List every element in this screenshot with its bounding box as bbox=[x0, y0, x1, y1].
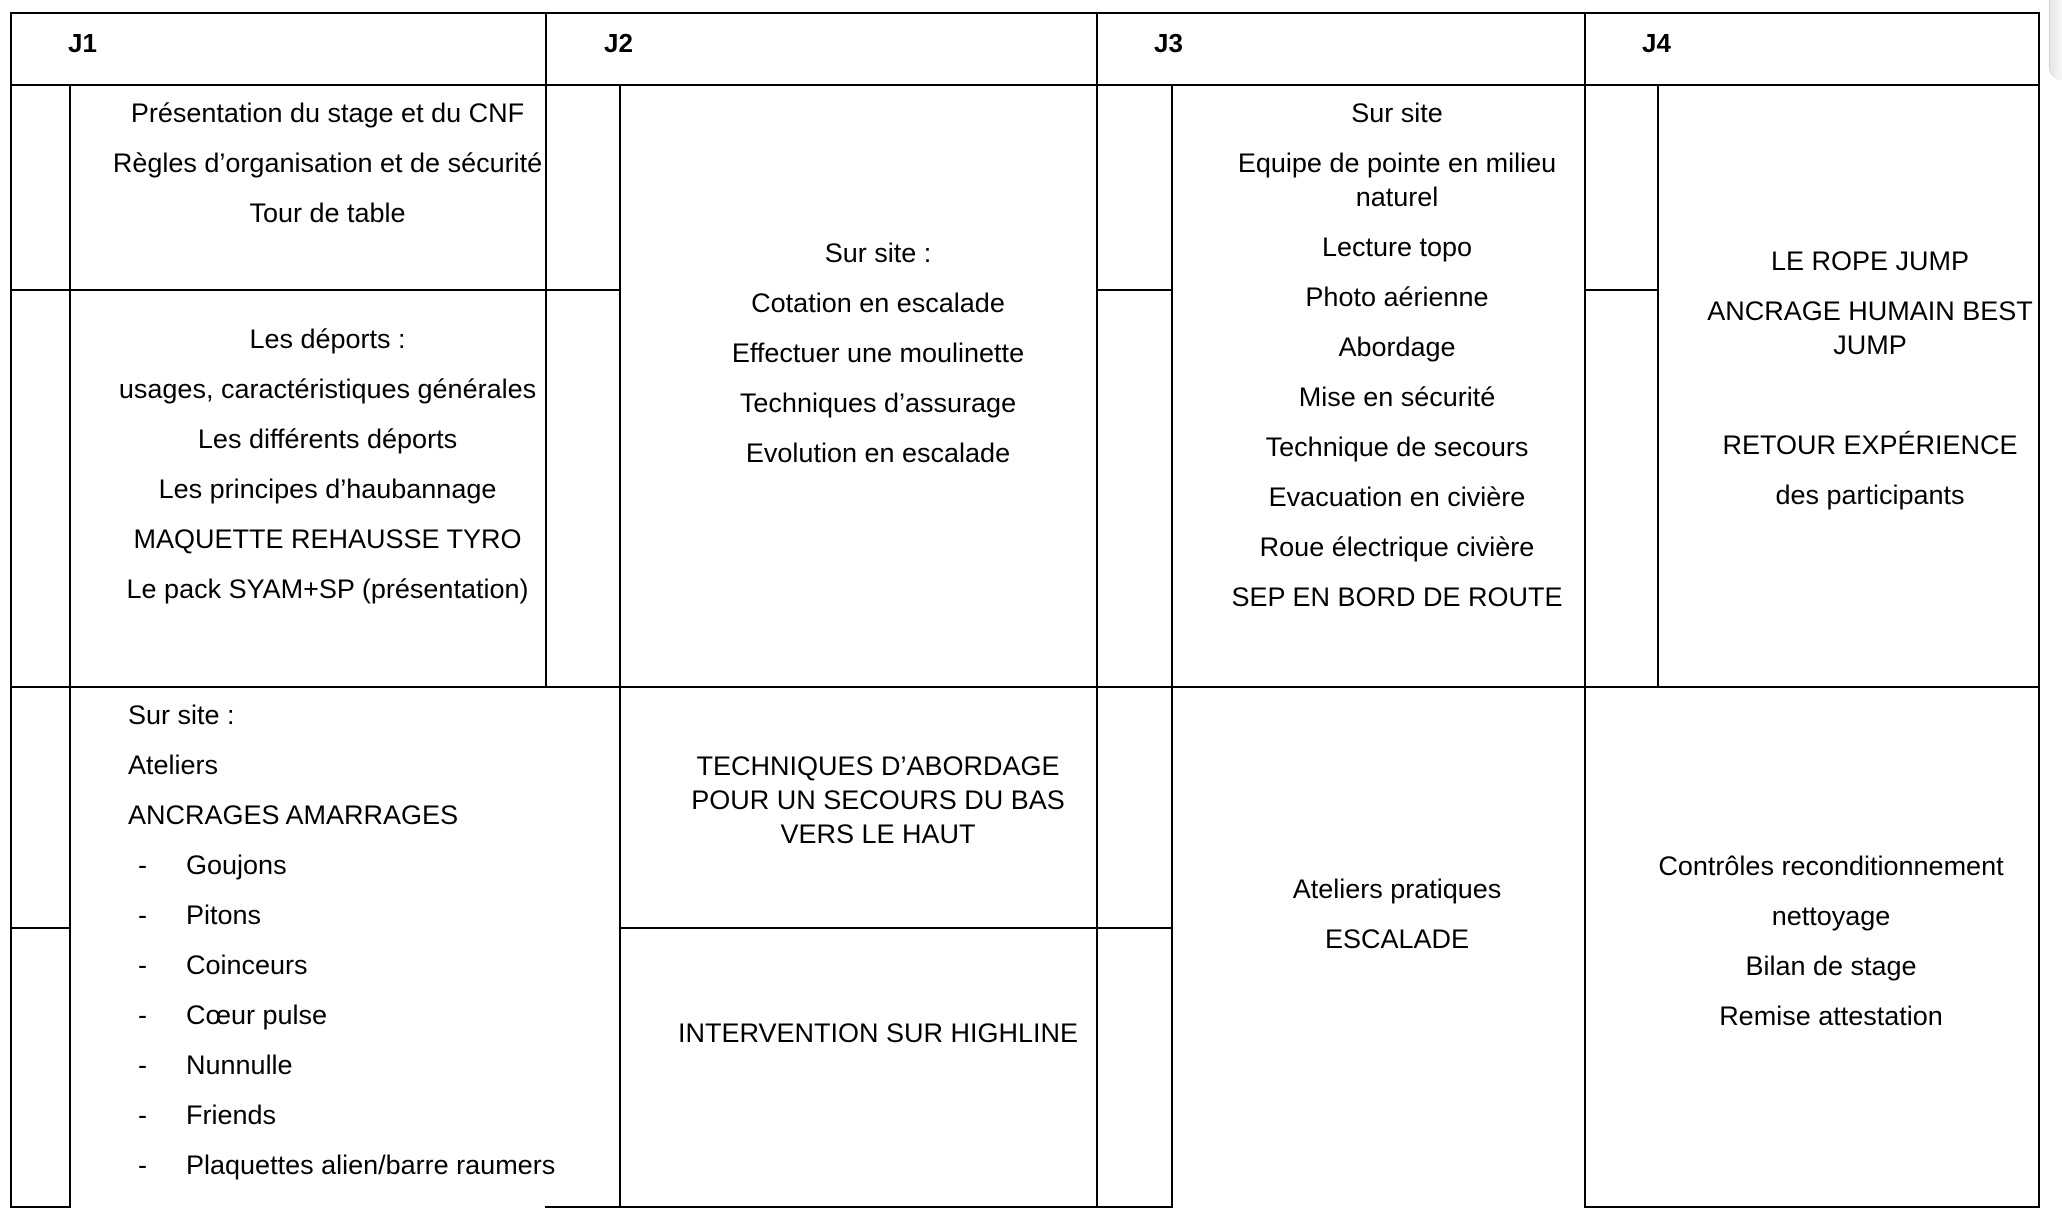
list-item: Remise attestation bbox=[1719, 1001, 1943, 1031]
header-j1: J1 bbox=[68, 28, 97, 58]
col-divider-j1-j2 bbox=[545, 12, 547, 687]
table-border-bottom-j4 bbox=[1584, 1206, 2040, 1208]
list-item: Equipe de pointe en milieu naturel bbox=[1237, 148, 1557, 212]
list-item: ANCRAGES AMARRAGES bbox=[128, 800, 459, 830]
list-item: Le pack SYAM+SP (présentation) bbox=[126, 574, 529, 604]
table-border-bottom-j2-j3 bbox=[545, 1206, 1173, 1208]
bullet-label: Goujons bbox=[186, 850, 287, 880]
header-divider bbox=[10, 84, 2040, 86]
list-item: Sur site bbox=[1351, 98, 1443, 128]
bullet-item bbox=[128, 1048, 608, 1082]
list-item: Lecture topo bbox=[1321, 232, 1473, 262]
list-item: usages, caractéristiques générales bbox=[118, 374, 537, 404]
j1-sub-divider bbox=[10, 289, 620, 291]
bullet-label: Nunnulle bbox=[186, 1050, 293, 1080]
list-item: des participants bbox=[1775, 480, 1965, 510]
j3-block2 bbox=[1216, 872, 1578, 972]
list-item: nettoyage bbox=[1771, 901, 1891, 931]
list-item: ANCRAGE HUMAIN BEST JUMP bbox=[1707, 296, 2033, 360]
bullet-dash: - bbox=[138, 1100, 147, 1130]
list-item: Effectuer une moulinette bbox=[731, 338, 1025, 368]
j2-margin-line bbox=[619, 84, 621, 1208]
row-divider bbox=[10, 686, 2040, 688]
bullet-item bbox=[128, 998, 608, 1032]
header-j4: J4 bbox=[1642, 28, 1671, 58]
j2-block1 bbox=[660, 236, 1096, 486]
list-item: Photo aérienne bbox=[1305, 282, 1489, 312]
bullet-item bbox=[128, 948, 608, 982]
bullet-dash: - bbox=[138, 1000, 147, 1030]
bullet-item bbox=[128, 1148, 608, 1182]
table-border-right bbox=[2038, 12, 2040, 1208]
bullet-label: Cœur pulse bbox=[186, 1000, 328, 1030]
j4-sub-divider bbox=[1584, 289, 1658, 291]
bullet-dash: - bbox=[138, 850, 147, 880]
col-divider-j3-j4 bbox=[1584, 12, 1586, 1208]
bullet-dash: - bbox=[138, 900, 147, 930]
list-item: Technique de secours bbox=[1265, 432, 1529, 462]
list-item: Présentation du stage et du CNF bbox=[130, 98, 525, 128]
j4-margin-line bbox=[1657, 84, 1659, 687]
j1-block3 bbox=[128, 698, 608, 1198]
header-j2: J2 bbox=[604, 28, 633, 58]
bullet-item bbox=[128, 898, 608, 932]
list-item: Ateliers pratiques bbox=[1292, 874, 1502, 904]
list-item: Règles d’organisation et de sécurité bbox=[112, 148, 543, 178]
table-border-top bbox=[10, 12, 2040, 14]
list-item: Evolution en escalade bbox=[745, 438, 1011, 468]
bullet-label: Pitons bbox=[186, 900, 262, 930]
bullet-label: Friends bbox=[186, 1100, 277, 1130]
j3-sub-divider bbox=[1096, 289, 1172, 291]
list-item: Ateliers bbox=[128, 750, 219, 780]
list-item: INTERVENTION SUR HIGHLINE bbox=[677, 1018, 1079, 1048]
list-item: Sur site : bbox=[824, 238, 932, 268]
list-item: LE ROPE JUMP bbox=[1770, 246, 1970, 276]
bullet-item bbox=[128, 1098, 608, 1132]
j1-lower-sub-divider bbox=[10, 927, 70, 929]
list-item: Les déports : bbox=[249, 324, 406, 354]
list-item: ESCALADE bbox=[1324, 924, 1470, 954]
list-item: Mise en sécurité bbox=[1298, 382, 1496, 412]
list-item: Evacuation en civière bbox=[1268, 482, 1526, 512]
header-j3: J3 bbox=[1154, 28, 1183, 58]
j1-margin-line bbox=[69, 84, 71, 1208]
list-item: Les principes d’haubannage bbox=[158, 474, 497, 504]
bullet-label: Plaquettes alien/barre raumers bbox=[186, 1150, 556, 1180]
list-item: Abordage bbox=[1338, 332, 1456, 362]
bullet-item bbox=[128, 848, 608, 882]
list-item: SEP EN BORD DE ROUTE bbox=[1231, 582, 1563, 612]
j1-block2 bbox=[110, 322, 545, 622]
list-item: Roue électrique civière bbox=[1259, 532, 1535, 562]
list-item: Techniques d’assurage bbox=[739, 388, 1017, 418]
j2-block2 bbox=[680, 749, 1076, 867]
list-item: Cotation en escalade bbox=[751, 288, 1005, 318]
bullet-dash: - bbox=[138, 950, 147, 980]
list-item: TECHNIQUES D’ABORDAGE POUR UN SECOURS DU BAS VERS LE HAUT bbox=[691, 751, 1065, 849]
j1-block1 bbox=[110, 96, 545, 246]
list-item: Sur site : bbox=[128, 700, 235, 730]
j4-block2 bbox=[1640, 849, 2022, 1049]
table-border-left bbox=[10, 12, 12, 1208]
list-item: Les différents déports bbox=[197, 424, 458, 454]
j3-margin-line bbox=[1171, 84, 1173, 1208]
col-divider-j2-j3 bbox=[1096, 12, 1098, 1208]
list-item: Bilan de stage bbox=[1745, 951, 1917, 981]
list-item: Contrôles reconditionnement bbox=[1658, 851, 2004, 881]
table-border-bottom-j1 bbox=[10, 1206, 70, 1208]
bullet-dash: - bbox=[138, 1150, 147, 1180]
j2-lower-sub-divider bbox=[620, 927, 1172, 929]
window-edge bbox=[2049, 0, 2062, 80]
j4-block1a bbox=[1700, 244, 2040, 378]
bullet-dash: - bbox=[138, 1050, 147, 1080]
j4-block1b bbox=[1700, 428, 2040, 528]
list-item: MAQUETTE REHAUSSE TYRO bbox=[133, 524, 522, 554]
j3-block1 bbox=[1216, 96, 1578, 630]
list-item: Tour de table bbox=[249, 198, 406, 228]
bullet-label: Coinceurs bbox=[186, 950, 308, 980]
list-item: RETOUR EXPÉRIENCE bbox=[1722, 430, 2018, 460]
j2-block3 bbox=[660, 1016, 1096, 1066]
